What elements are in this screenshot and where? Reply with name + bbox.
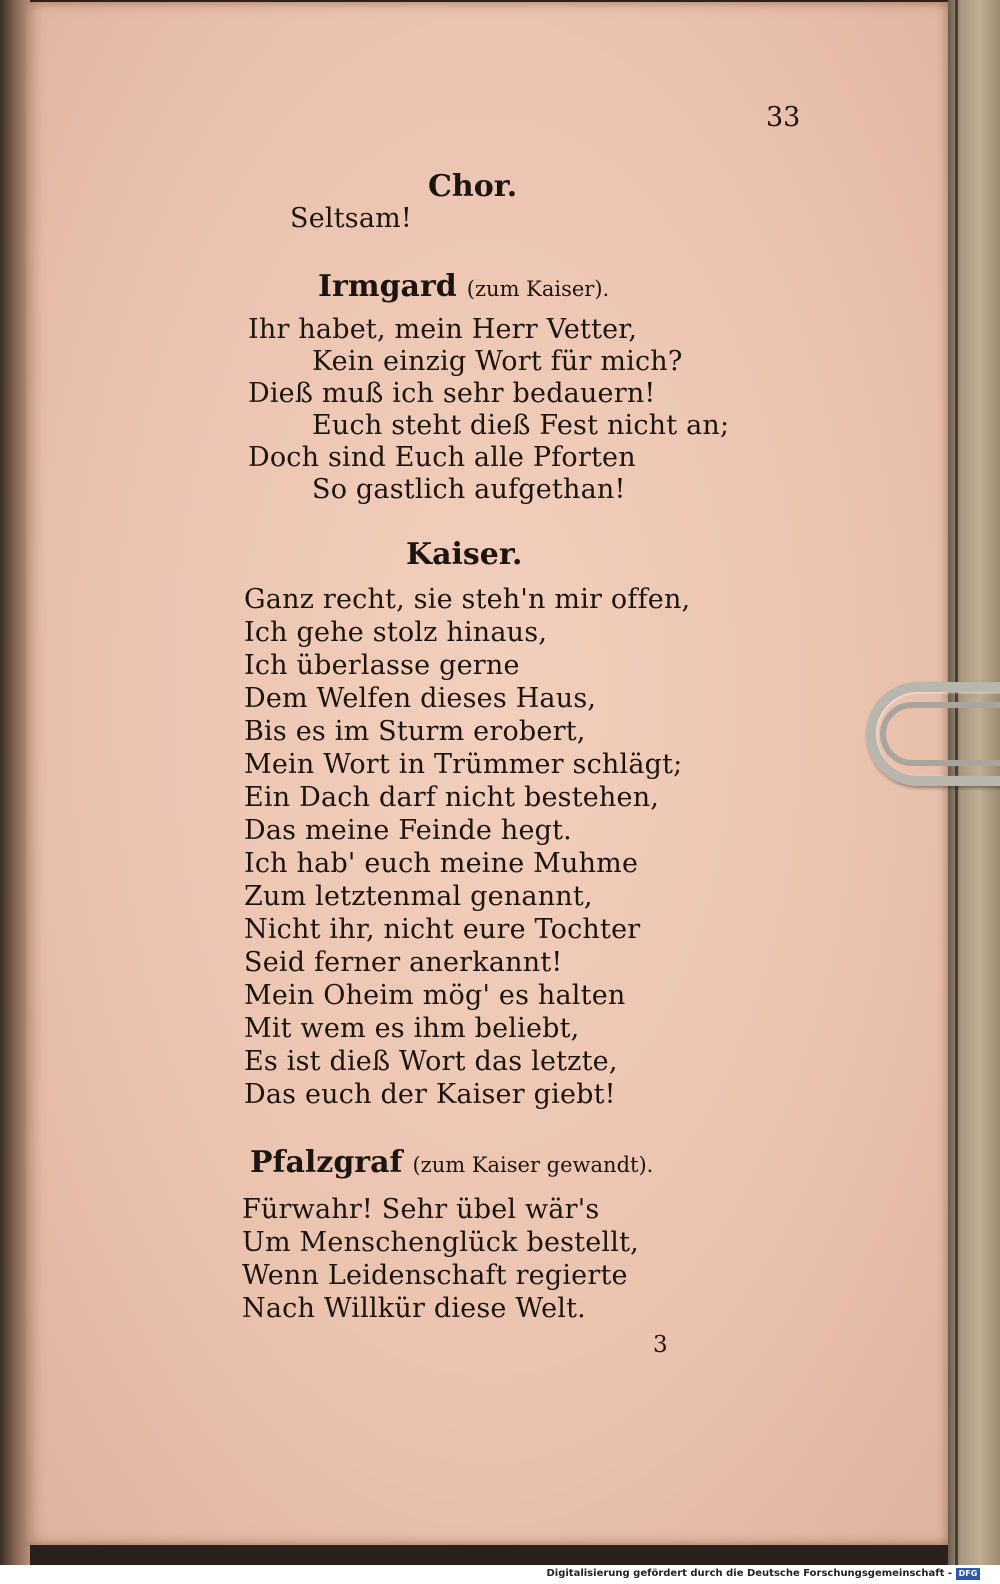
dfg-logo-icon: DFG (956, 1568, 980, 1580)
verse-line: So gastlich aufgethan! (312, 474, 626, 505)
verse-line: Seid ferner anerkannt! (244, 947, 563, 978)
verse-line: Kein einzig Wort für mich? (312, 346, 683, 377)
verse-line: Mein Wort in Trümmer schlägt; (244, 749, 683, 780)
speaker-heading (406, 537, 523, 572)
speaker-heading (250, 1145, 654, 1180)
verse-line: Bis es im Sturm erobert, (244, 716, 586, 747)
speaker-name: Kaiser. (406, 537, 523, 572)
stage-direction: (zum Kaiser gewandt). (412, 1153, 654, 1177)
verse-line: Dieß muß ich sehr bedauern! (248, 378, 656, 409)
verse-line: Nicht ihr, nicht eure Tochter (244, 914, 641, 945)
verse-line: Ihr habet, mein Herr Vetter, (248, 314, 638, 345)
verse-line: Das meine Feinde hegt. (244, 815, 572, 846)
verse-line: Das euch der Kaiser giebt! (244, 1079, 616, 1110)
verse-line: Dem Welfen dieses Haus, (244, 683, 597, 714)
speaker-name: Chor. (428, 169, 518, 204)
verse-line: Mit wem es ihm beliebt, (244, 1013, 580, 1044)
speaker-name: Pfalzgraf (250, 1145, 403, 1180)
verse-line: Fürwahr! Sehr übel wär's (242, 1194, 600, 1225)
speaker-heading (318, 269, 610, 304)
verse-line: Ein Dach darf nicht bestehen, (244, 782, 660, 813)
page-number: 33 (766, 102, 801, 133)
paper-clip-inner-loop (880, 702, 1000, 766)
verse-line: Um Menschenglück bestellt, (242, 1227, 639, 1258)
verse-line: Mein Oheim mög' es halten (244, 980, 626, 1011)
verse-line: Zum letztenmal genannt, (244, 881, 593, 912)
digitization-footer (0, 1565, 1000, 1584)
speaker-heading (428, 169, 518, 204)
verse-line: Euch steht dieß Fest nicht an; (312, 410, 730, 441)
verse-line: Ich überlasse gerne (244, 650, 520, 681)
stage-direction: (zum Kaiser). (466, 277, 610, 301)
verse-line: Nach Willkür diese Welt. (242, 1293, 586, 1324)
verse-line: Seltsam! (290, 203, 412, 234)
signature-mark: 3 (653, 1332, 668, 1358)
verse-line: Ich hab' euch meine Muhme (244, 848, 639, 879)
verse-line: Wenn Leidenschaft regierte (242, 1260, 628, 1291)
verse-line: Ich gehe stolz hinaus, (244, 617, 548, 648)
speaker-name: Irmgard (318, 269, 457, 304)
verse-line: Es ist dieß Wort das letzte, (244, 1046, 618, 1077)
verse-line: Ganz recht, sie steh'n mir offen, (244, 584, 691, 615)
verse-line: Doch sind Euch alle Pforten (248, 442, 636, 473)
footer-credit-text: Digitalisierung gefördert durch die Deutsche Forschungsgemeinschaft - (546, 1568, 952, 1579)
